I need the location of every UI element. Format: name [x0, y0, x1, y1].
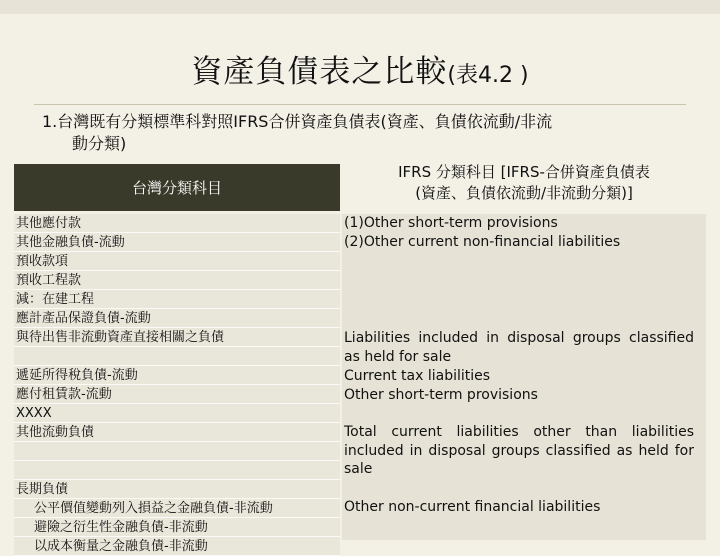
table-row: 公平價值變動列入損益之金融負債-非流動 [14, 499, 340, 518]
top-strip [0, 0, 720, 14]
table-row: XXXX [14, 404, 340, 423]
header-ifrs-line-1: IFRS 分類科目 [IFRS-合併資產負債表 [398, 163, 650, 181]
intro-line-1: 1.台灣既有分類標準科對照IFRS合併資產負債表(資產、負債依流動/非流 [42, 112, 553, 131]
table-row [14, 461, 340, 480]
header-taiwan-category: 台灣分類科目 [14, 164, 340, 211]
ifrs-item: (2)Other current non-financial liabilities [344, 234, 621, 250]
table-row: 其他應付款 [14, 214, 340, 233]
table-row: 預收工程款 [14, 271, 340, 290]
title-main: 資產負債表之比較 [191, 54, 448, 90]
ifrs-item: Total current liabilities other than liabilities included in disposal groups classified as held for sale [344, 424, 694, 477]
intro-line-2: 動分類) [72, 134, 127, 153]
intro-text [42, 111, 682, 155]
table-row: 其他金融負債-流動 [14, 233, 340, 252]
comparison-table [14, 162, 706, 554]
ifrs-item: Current tax liabilities [344, 368, 491, 384]
header-ifrs-line-2: (資產、負債依流動/非流動分類)] [415, 184, 633, 202]
table-row [14, 442, 340, 461]
table-row: 應付租賃款-流動 [14, 385, 340, 404]
table-row: 應計產品保證負債-流動 [14, 309, 340, 328]
ifrs-item: Other short-term provisions [344, 387, 538, 403]
ifrs-category-column [342, 214, 706, 540]
ifrs-item: Liabilities included in disposal groups classified as held for sale [344, 330, 694, 365]
ifrs-item: (1)Other short-term provisions [344, 215, 558, 231]
table-row: 其他流動負債 [14, 423, 340, 442]
table-row: 與待出售非流動資產直接相關之負債 [14, 328, 340, 347]
title-divider [34, 104, 686, 105]
title-subtitle: (表4.2 ) [447, 63, 529, 88]
ifrs-item: Other non-current financial liabilities [344, 499, 601, 515]
table-row: 長期負債 [14, 480, 340, 499]
page-title [0, 46, 720, 91]
header-ifrs-category [342, 162, 706, 212]
table-row: 遞延所得稅負債-流動 [14, 366, 340, 385]
table-row: 減：在建工程 [14, 290, 340, 309]
taiwan-category-column [14, 214, 340, 556]
table-row: 預收款項 [14, 252, 340, 271]
table-row: 以成本衡量之金融負債-非流動 [14, 537, 340, 556]
table-row [14, 347, 340, 366]
table-row: 避險之衍生性金融負債-非流動 [14, 518, 340, 537]
